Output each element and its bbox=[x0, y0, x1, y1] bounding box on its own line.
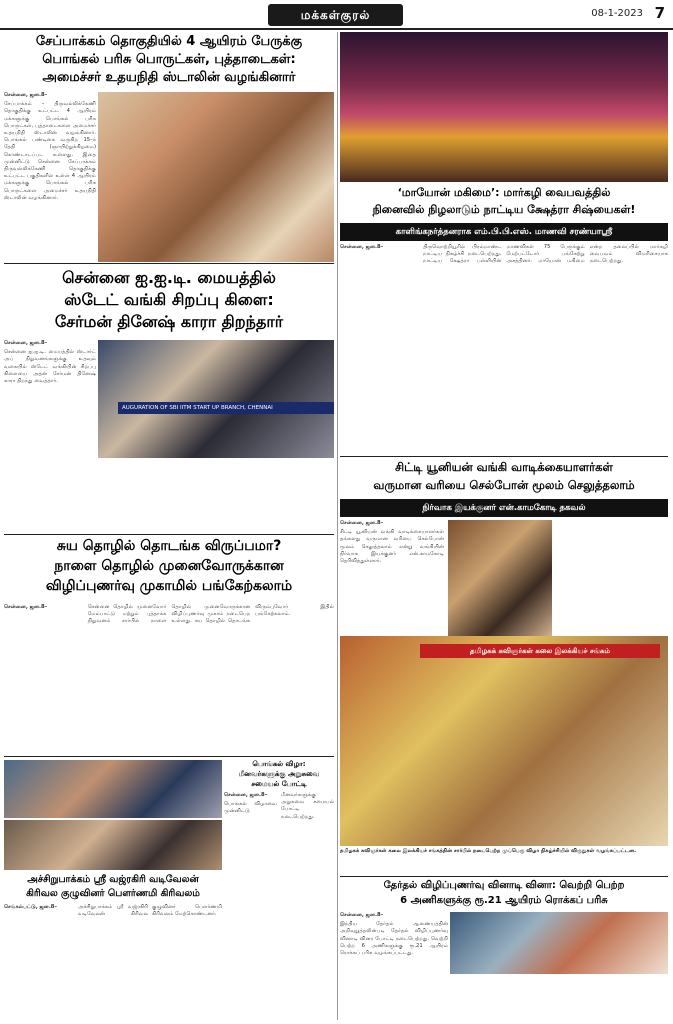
story2-text: திருவொற்றியூரில் பிரம்மாண்ட நாட்டிய நிகழ்ச்சி நடைபெற்றது. நாட்டிய க்ஷேத்ரா பள்ளியின் மாணவிகள் 75 பேருக்கும் மேற்பட்டோர் பங்கேற்று அசத்தினர். மாயோன் மகிமை என்ற தலைப்பில் மார்கழி வைபவம் விமரிசையாக நடைபெற்றது. bbox=[423, 244, 668, 265]
story2-photo bbox=[340, 32, 668, 182]
story1-dateline: சென்னை, ஜன.8– bbox=[4, 92, 48, 98]
issue-date: 08-1-2023 bbox=[591, 8, 643, 19]
story7-headline-2: கிரிவல குழுவினர் பௌர்ணமி கிரிவலம் bbox=[26, 888, 200, 899]
story1-body bbox=[4, 92, 96, 260]
story3-body-2 bbox=[98, 460, 334, 532]
story8-photo-banner: தமிழகக் கவிஞர்கள் கலை இலக்கியச் சங்கம் bbox=[420, 644, 660, 658]
story9-headline-2: 6 அணிகளுக்கு ரூ.21 ஆயிரம் ரொக்கப் பரிசு bbox=[400, 895, 608, 906]
story3-text: சென்னை ஐ.ஐ.டி. மையத்தில் ஸ்டார்ட் அப் நிறுவனங்களுக்கு உதவும் வகையில் ஸ்டேட் வங்கியின் சிறப்பு கிளையை அதன் சேர்மன் தினேஷ் காரா திறந்து வைத்தார். bbox=[4, 349, 96, 385]
story4-byline: நிர்வாக இயக்குனர் என்.காமகோடி தகவல் bbox=[340, 499, 668, 517]
story7-text: அச்சிறுபாக்கம் ஸ்ரீ வஜ்ரகிரி வடிவேலன் கிரிவல குழுவினர் பௌர்ணமி கிரிவலம் மேற்கொண்டனர். bbox=[78, 904, 222, 918]
story2-byline: காளிங்கநர்த்தனராக எம்.பி.பி.எஸ். மாணவி சரண்யாஸ்ரீ bbox=[340, 223, 668, 241]
story6-headline-3: சமையல் போட்டி bbox=[251, 780, 307, 788]
story2-headline-2: நினைவில் நிழலாடும் நாட்டிய க்ஷேத்ரா சிஷ்யைகள்! bbox=[372, 203, 636, 216]
story7-headline-1: அச்சிறுபாக்கம் ஸ்ரீ வஜ்ரகிரி வடிவேலன் bbox=[27, 874, 199, 885]
story4-headline-1: சிட்டி யூனியன் வங்கி வாடிக்கையாளர்கள் bbox=[395, 460, 613, 474]
story8-caption: தமிழகக் கவிஞர்கள் கலை இலக்கியச் சங்கத்தின் சார்பில் நடைபெற்ற முப்பெரு விழா நிகழ்ச்சியில் விருதுகள் வழங்கப்பட்டன. bbox=[340, 848, 637, 854]
story1-headline-3: அமைச்சர் உதயநிதி ஸ்டாலின் வழங்கினார் bbox=[42, 70, 296, 85]
story1-text: சேப்பாக்கம் – திருவல்லிக்கேணி தொகுதிக்கு உட்பட்ட 4 ஆயிரம் மக்களுக்கு பொங்கல் பரிசு பொருட்கள், புத்தாடைகளை அமைச்சர் உதயநிதி ஸ்டாலின் வழங்கினார். பொங்கல் பண்டிகை வருகிற 15–ந் தேதி (ஞாயிற்றுக்கிழமை) கொண்டாடப்பட உள்ளது. இதை முன்னிட்டு சென்னை சேப்பாக்கம் திருவல்லிக்கேணி தொகுதிக்கு உட்பட்ட பகுதிகளில் உள்ள 4 ஆயிரம் மக்களுக்கு பொங்கல் பரிசு பொருட்களை அமைச்சர் உதயநிதி ஸ்டாலின் வழங்கினார். bbox=[4, 101, 96, 201]
story5-headline-1: சுய தொழில் தொடங்க விருப்பமா? bbox=[56, 538, 282, 554]
story1-headline-1: சேப்பாக்கம் தொகுதியில் 4 ஆயிரம் பேருக்கு bbox=[35, 34, 303, 49]
story9-body bbox=[340, 912, 448, 1020]
divider bbox=[340, 876, 668, 877]
story3-headline-3: சேர்மன் தினேஷ் காரா திறந்தார் bbox=[54, 312, 284, 331]
story3-headline-2: ஸ்டேட் வங்கி சிறப்பு கிளை: bbox=[64, 290, 274, 309]
story3-dateline: சென்னை, ஜன.8– bbox=[4, 340, 48, 346]
story7-photo bbox=[4, 820, 222, 870]
story2-dateline: சென்னை, ஜன.8– bbox=[340, 244, 384, 250]
story7-dateline: செங்கல்பட்டு, ஜன.8– bbox=[4, 904, 58, 910]
story9-text: இந்திய தேர்தல் ஆணையத்தின் அறிவுறுத்தலின்படி தேர்தல் விழிப்புணர்வு வினாடி வினா போட்டி நடைபெற்றது. வெற்றி பெற்ற 6 அணிகளுக்கு ரூ.21 ஆயிரம் ரொக்கப் பரிசு வழங்கப்பட்டது. bbox=[340, 921, 448, 957]
story4-photo bbox=[448, 520, 552, 636]
story1-headline-2: பொங்கல் பரிசு பொருட்கள், புத்தாடைகள்: bbox=[42, 52, 296, 67]
story3-headline-1: சென்னை ஐ.ஐ.டி. மையத்தில் bbox=[62, 268, 276, 287]
divider bbox=[4, 756, 334, 757]
story9-photo bbox=[450, 912, 668, 974]
story4-headline-2: வருமான வரியை செல்போன் மூலம் செலுத்தலாம் bbox=[373, 478, 635, 492]
story9-dateline: சென்னை, ஜன.8– bbox=[340, 912, 384, 918]
story7-body bbox=[4, 904, 222, 1020]
story1-photo bbox=[98, 92, 334, 262]
divider bbox=[340, 456, 668, 457]
story3-body bbox=[4, 340, 96, 532]
story4-body bbox=[340, 520, 444, 650]
story2-headline-1: ‘மாயோன் மகிமை’: மார்கழி வைபவத்தில் bbox=[397, 186, 611, 199]
story5-headline-3: விழிப்புணர்வு முகாமில் பங்கேற்கலாம் bbox=[45, 578, 293, 594]
page-number: 7 bbox=[654, 4, 665, 22]
story4-body-2 bbox=[556, 520, 668, 650]
story9-headline-1: தேர்தல் விழிப்புணர்வு வினாடி வினா: வெற்றி பெற்ற bbox=[383, 880, 625, 891]
story4-text: சிட்டி யூனியன் வங்கி வாடிக்கையாளர்கள் தங்களது வருமான வரியை செல்போன் மூலம் செலுத்தலாம் என்று வங்கியின் நிர்வாக இயக்குனர் என்.காமகோடி தெரிவித்துள்ளார். bbox=[340, 529, 444, 565]
masthead-logo: மக்கள்குரல் bbox=[268, 4, 403, 26]
story6-headline-1: பொங்கல் விழா: bbox=[252, 760, 306, 768]
story6-body bbox=[224, 792, 334, 1018]
story4-dateline: சென்னை, ஜன.8– bbox=[340, 520, 384, 526]
divider bbox=[4, 534, 334, 535]
story9-body-2 bbox=[450, 976, 668, 1020]
story5-dateline: சென்னை, ஜன.8– bbox=[4, 604, 48, 610]
story8-photo bbox=[340, 636, 668, 846]
story3-photo bbox=[98, 340, 334, 458]
story3-photo-banner: AUGURATION OF SBI IITM START UP BRANCH, CHENNAI bbox=[118, 402, 334, 414]
story5-text: சென்னை தொழில் முனைவோர் மேம்பாட்டு மற்றும் புத்தாக்க நிறுவனம் சார்பில் நாளை தொழில் முனைவோருக்கான விழிப்புணர்வு முகாம் நடைபெற உள்ளது. சுய தொழில் தொடங்க விரும்புவோர் இதில் பங்கேற்கலாம். bbox=[87, 604, 334, 625]
story6-headline-2: மீனவர்களுக்கு அறுசுவை bbox=[238, 770, 320, 778]
story2-body bbox=[340, 244, 668, 454]
story6-photo bbox=[4, 760, 222, 818]
story6-dateline: சென்னை, ஜன.8– bbox=[224, 792, 268, 798]
story6-text: பொங்கல் விழாவை முன்னிட்டு மீனவர்களுக்கு அறுசுவை சமையல் போட்டி நடைபெற்றது. bbox=[224, 792, 334, 820]
story5-headline-2: நாளை தொழில் முனைவோருக்கான bbox=[54, 558, 284, 574]
column-divider bbox=[337, 32, 338, 1020]
story5-body bbox=[4, 604, 334, 754]
divider bbox=[4, 263, 334, 264]
